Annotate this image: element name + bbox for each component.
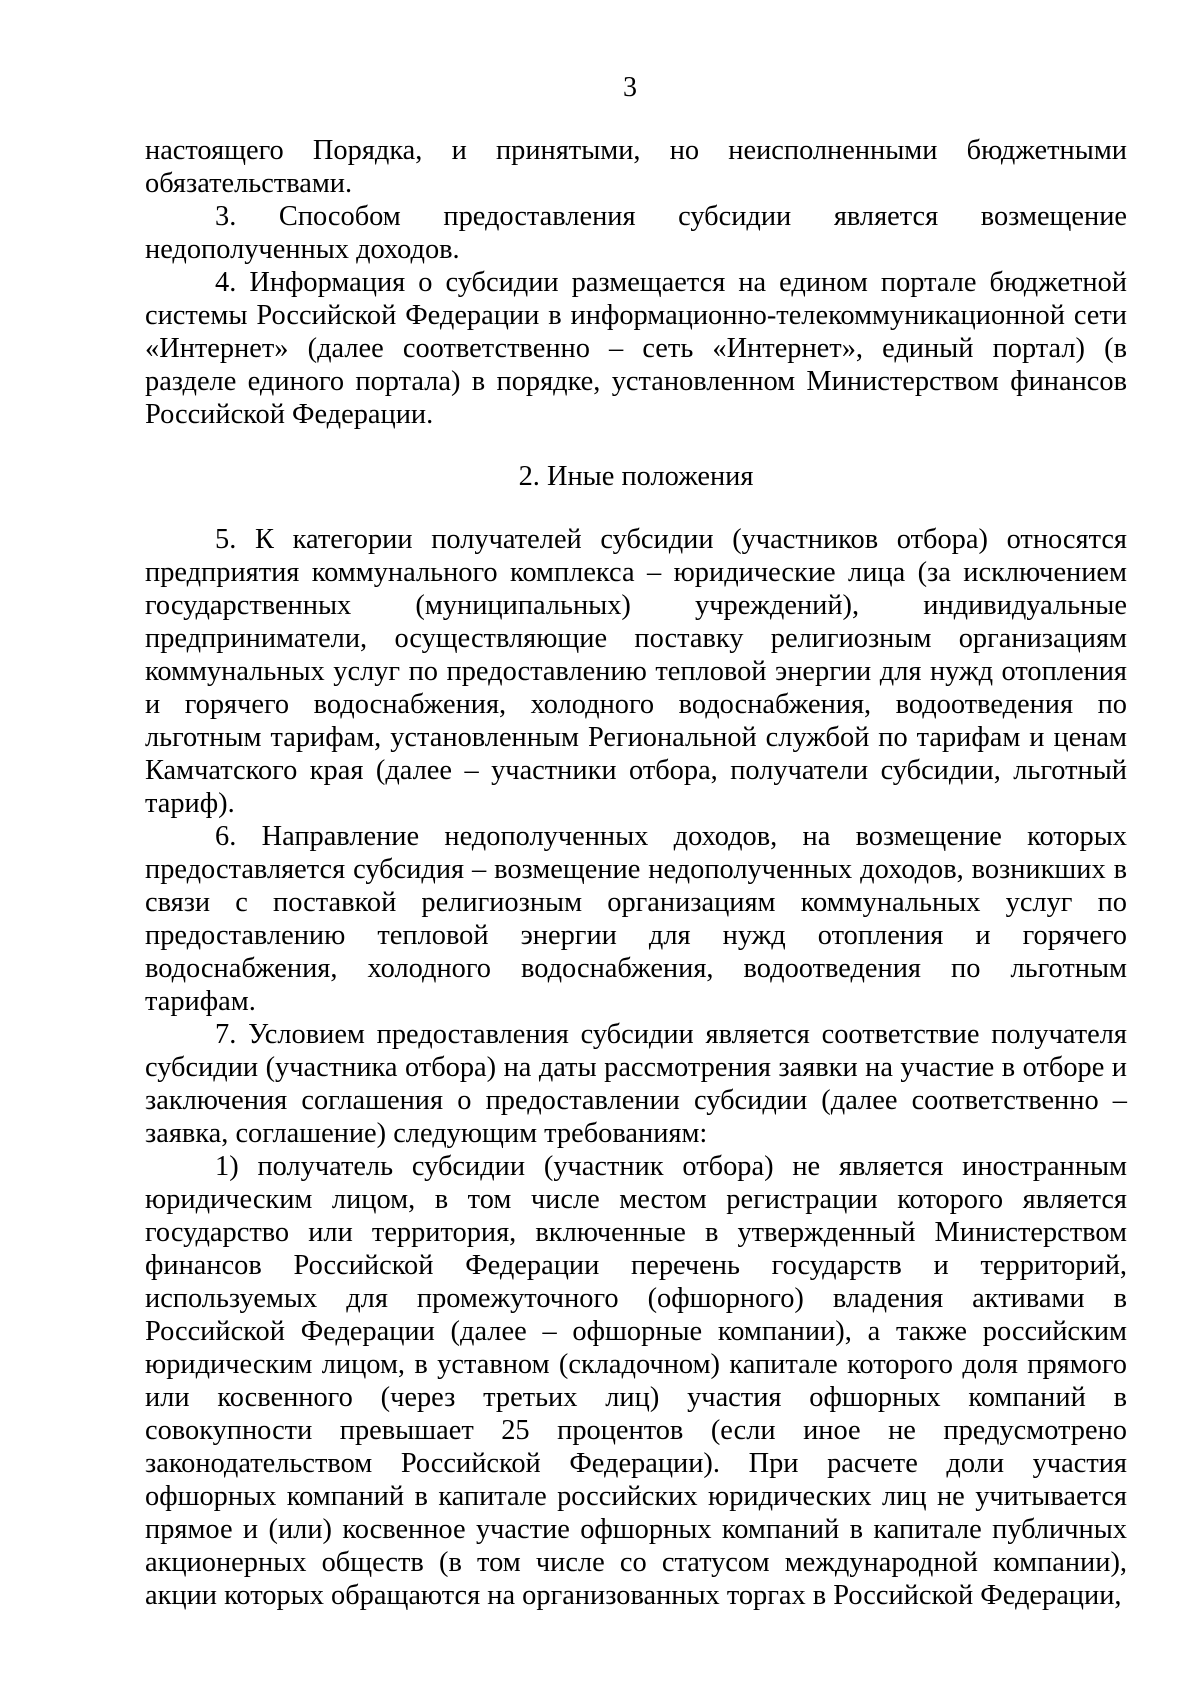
paragraph-item-5: 5. К категории получателей субсидии (участников отбора) относятся предприятия коммунального комплекса – юридические лица (за исключением государственных (муниципальных) учреждений), индивидуальные предприниматели, осуществляющие поставку религиозным организациям коммунальных услуг по предоставлению тепловой энергии для нужд отопления и горячего водоснабжения, холодного водоснабжения, водоотведения по льготным тарифам, установленным Региональной службой по тарифам и ценам Камчатского края (далее – участники отбора, получатели субсидии, льготный тариф). (145, 524, 1127, 819)
paragraph-item-3: 3. Способом предоставления субсидии является возмещение недополученных доходов. (145, 201, 1127, 265)
document-body (145, 134, 1127, 1612)
paragraph-item-6: 6. Направление недополученных доходов, на возмещение которых предоставляется субсидия – возмещение недополученных доходов, возникших в связи с поставкой религиозным организациям коммунальных услуг по предоставлению тепловой энергии для нужд отопления и горячего водоснабжения, холодного водоснабжения, водоотведения по льготным тарифам. (145, 821, 1127, 1017)
section-heading: 2. Иные положения (518, 461, 754, 492)
paragraph-continuation: настоящего Порядка, и принятыми, но неисполненными бюджетными обязательствами. (145, 135, 1127, 199)
page-number: 3 (623, 72, 637, 103)
paragraph-item-4: 4. Информация о субсидии размещается на едином портале бюджетной системы Российской Федерации в информационно-телекоммуникационной сети «Интернет» (далее соответственно – сеть «Интернет», единый портал) (в разделе единого портала) в порядке, установленном Министерством финансов Российской Федерации. (145, 267, 1127, 430)
paragraph-subitem-1: 1) получатель субсидии (участник отбора) не является иностранным юридическим лицом, в том числе местом регистрации которого является государство или территория, включенные в утвержденный Министерством финансов Российской Федерации перечень государств и территорий, используемых для промежуточного (офшорного) владения активами в Российской Федерации (далее – офшорные компании), а также российским юридическим лицом, в уставном (складочном) капитале которого доля прямого или косвенного (через третьих лиц) участия офшорных компаний в совокупности превышает 25 процентов (если иное не предусмотрено законодательством Российской Федерации). При расчете доли участия офшорных компаний в капитале российских юридических лиц не учитывается прямое и (или) косвенное участие офшорных компаний в капитале публичных акционерных обществ (в том числе со статусом международной компании), акции которых обращаются на организованных торгах в Российской Федерации, (145, 1151, 1127, 1611)
paragraph-item-7: 7. Условием предоставления субсидии является соответствие получателя субсидии (участника отбора) на даты рассмотрения заявки на участие в отборе и заключения соглашения о предоставлении субсидии (далее соответственно – заявка, соглашение) следующим требованиям: (145, 1019, 1127, 1149)
